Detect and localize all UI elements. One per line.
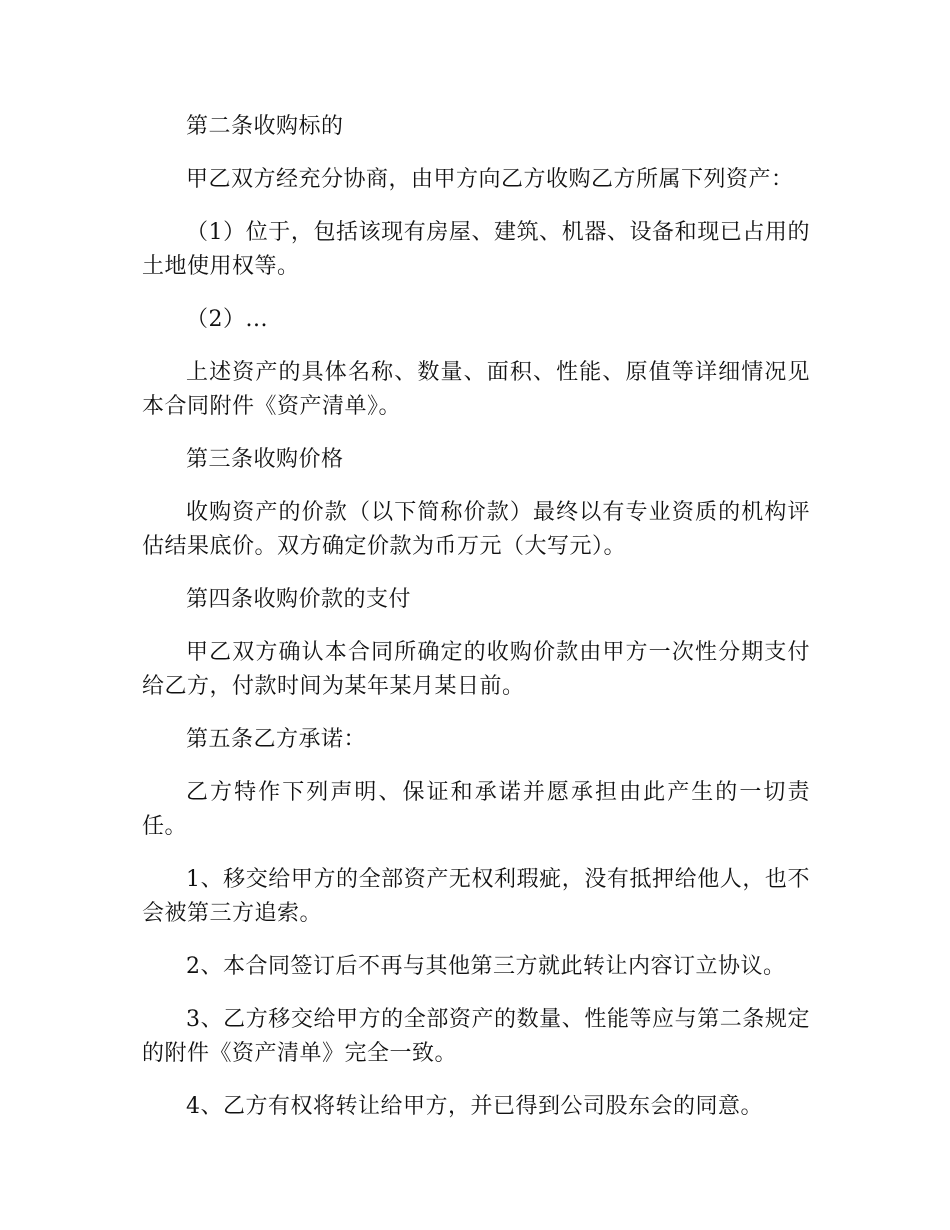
article-5-item-4: 4、乙方有权将转让给甲方，并已得到公司股东会的同意。: [186, 1094, 763, 1119]
article-2-details: 上述资产的具体名称、数量、面积、性能、原值等详细情况见本合同附件《资产清单》。: [142, 360, 810, 419]
article-3-heading: 第三条收购价格: [186, 447, 344, 472]
article-5-intro: 乙方特作下列声明、保证和承诺并愿承担由此产生的一切责任。: [142, 780, 810, 839]
article-4-heading: 第四条收购价款的支付: [186, 587, 412, 612]
article-4-body: 甲乙双方确认本合同所确定的收购价款由甲方一次性分期支付给乙方，付款时间为某年某月某日前。: [142, 640, 810, 699]
article-2-item-2: （2）...: [186, 307, 268, 332]
document-page: [142, 110, 810, 1143]
article-5-item-3: 3、乙方移交给甲方的全部资产的数量、性能等应与第二条规定的附件《资产清单》完全一致。: [142, 1007, 810, 1066]
article-3-body: 收购资产的价款（以下简称价款）最终以有专业资质的机构评估结果底价。双方确定价款为币万元（大写元）。: [142, 500, 810, 559]
article-2-heading: 第二条收购标的: [186, 114, 344, 139]
article-5-item-1: 1、移交给甲方的全部资产无权利瑕疵，没有抵押给他人，也不会被第三方追索。: [142, 867, 810, 926]
article-5-heading: 第五条乙方承诺：: [186, 727, 367, 752]
article-2-item-1: （1）位于，包括该现有房屋、建筑、机器、设备和现已占用的土地使用权等。: [142, 220, 810, 279]
article-5-item-2: 2、本合同签订后不再与其他第三方就此转让内容订立协议。: [186, 954, 786, 979]
article-2-intro: 甲乙双方经充分协商，由甲方向乙方收购乙方所属下列资产：: [186, 167, 794, 192]
